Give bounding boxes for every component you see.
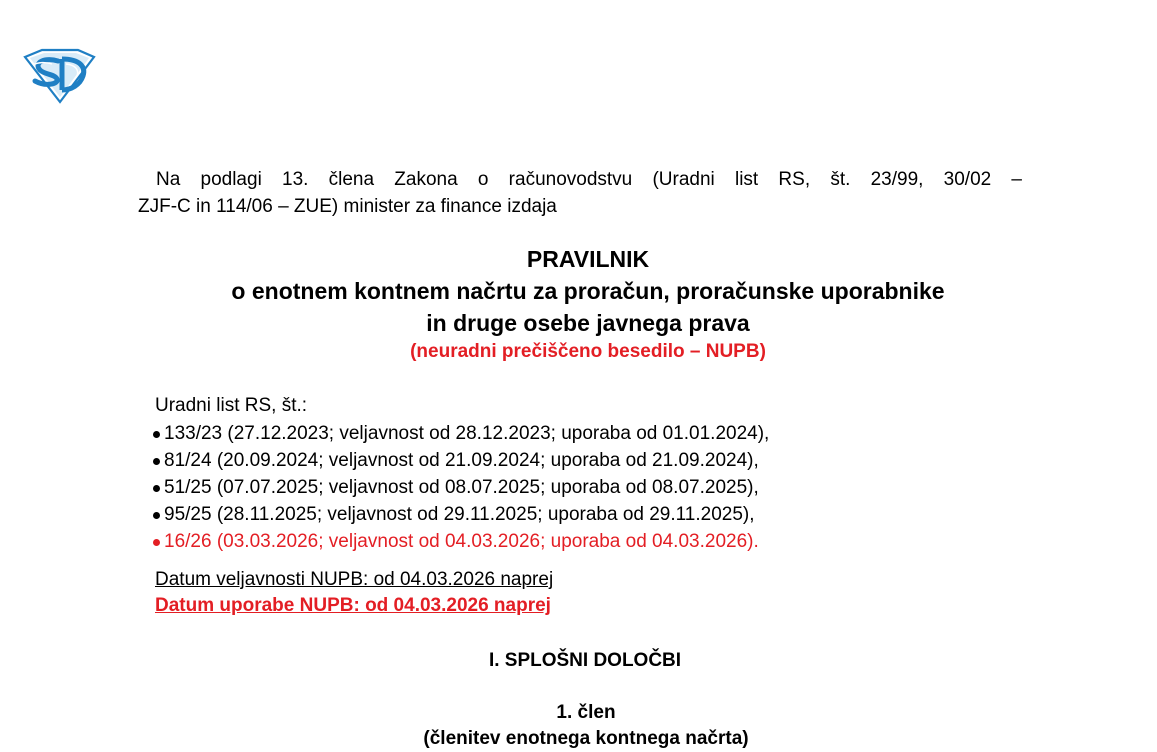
document-title-block [0, 244, 1157, 365]
gazette-issue-text: 51/25 (07.07.2025; veljavnost od 08.07.2025; uporaba od 08.07.2025), [164, 477, 759, 498]
bullet-icon [153, 485, 160, 492]
gazette-issue-item [150, 447, 769, 474]
gazette-issue-item [150, 420, 769, 447]
bullet-icon [153, 539, 160, 546]
intro-paragraph [138, 166, 1022, 220]
chapter-heading: I. SPLOŠNI DOLOČBI [488, 650, 682, 671]
intro-line-2: ZJF-C in 114/06 – ZUE) minister za finance izdaja [138, 196, 557, 217]
usage-date: Datum uporabe NUPB: od 04.03.2026 naprej [155, 595, 551, 616]
validity-date: Datum veljavnosti NUPB: od 04.03.2026 naprej [155, 569, 554, 590]
gazette-label: Uradni list RS, št.: [155, 395, 308, 416]
bullet-icon [153, 512, 160, 519]
gazette-issue-item [150, 501, 769, 528]
document-subtitle-line-2: in druge osebe javnega prava [426, 310, 750, 336]
nupb-dates [155, 567, 553, 619]
article-title: (členitev enotnega kontnega načrta) [423, 728, 749, 749]
article-heading [0, 700, 1157, 752]
bullet-icon [153, 431, 160, 438]
document-title: PRAVILNIK [526, 246, 650, 272]
gazette-issue-list [150, 420, 769, 555]
sd-shield-logo-icon [22, 48, 96, 104]
gazette-issue-item-latest [150, 528, 769, 555]
bullet-icon [153, 458, 160, 465]
intro-line-1: Na podlagi 13. člena Zakona o računovodstvu (Uradni list RS, št. 23/99, 30/02 – [156, 169, 1022, 190]
document-subtitle-line-1: o enotnem kontnem načrtu za proračun, proračunske uporabnike [231, 278, 945, 304]
article-number: 1. člen [556, 702, 616, 723]
gazette-issue-text: 16/26 (03.03.2026; veljavnost od 04.03.2026; uporaba od 04.03.2026). [164, 531, 759, 552]
gazette-issue-text: 133/23 (27.12.2023; veljavnost od 28.12.2023; uporaba od 01.01.2024), [164, 423, 770, 444]
gazette-issue-text: 95/25 (28.11.2025; veljavnost od 29.11.2025; uporaba od 29.11.2025), [164, 504, 755, 525]
gazette-issue-item [150, 474, 769, 501]
unofficial-consolidated-note: (neuradni prečiščeno besedilo – NUPB) [410, 341, 766, 362]
gazette-issue-text: 81/24 (20.09.2024; veljavnost od 21.09.2024; uporaba od 21.09.2024), [164, 450, 759, 471]
